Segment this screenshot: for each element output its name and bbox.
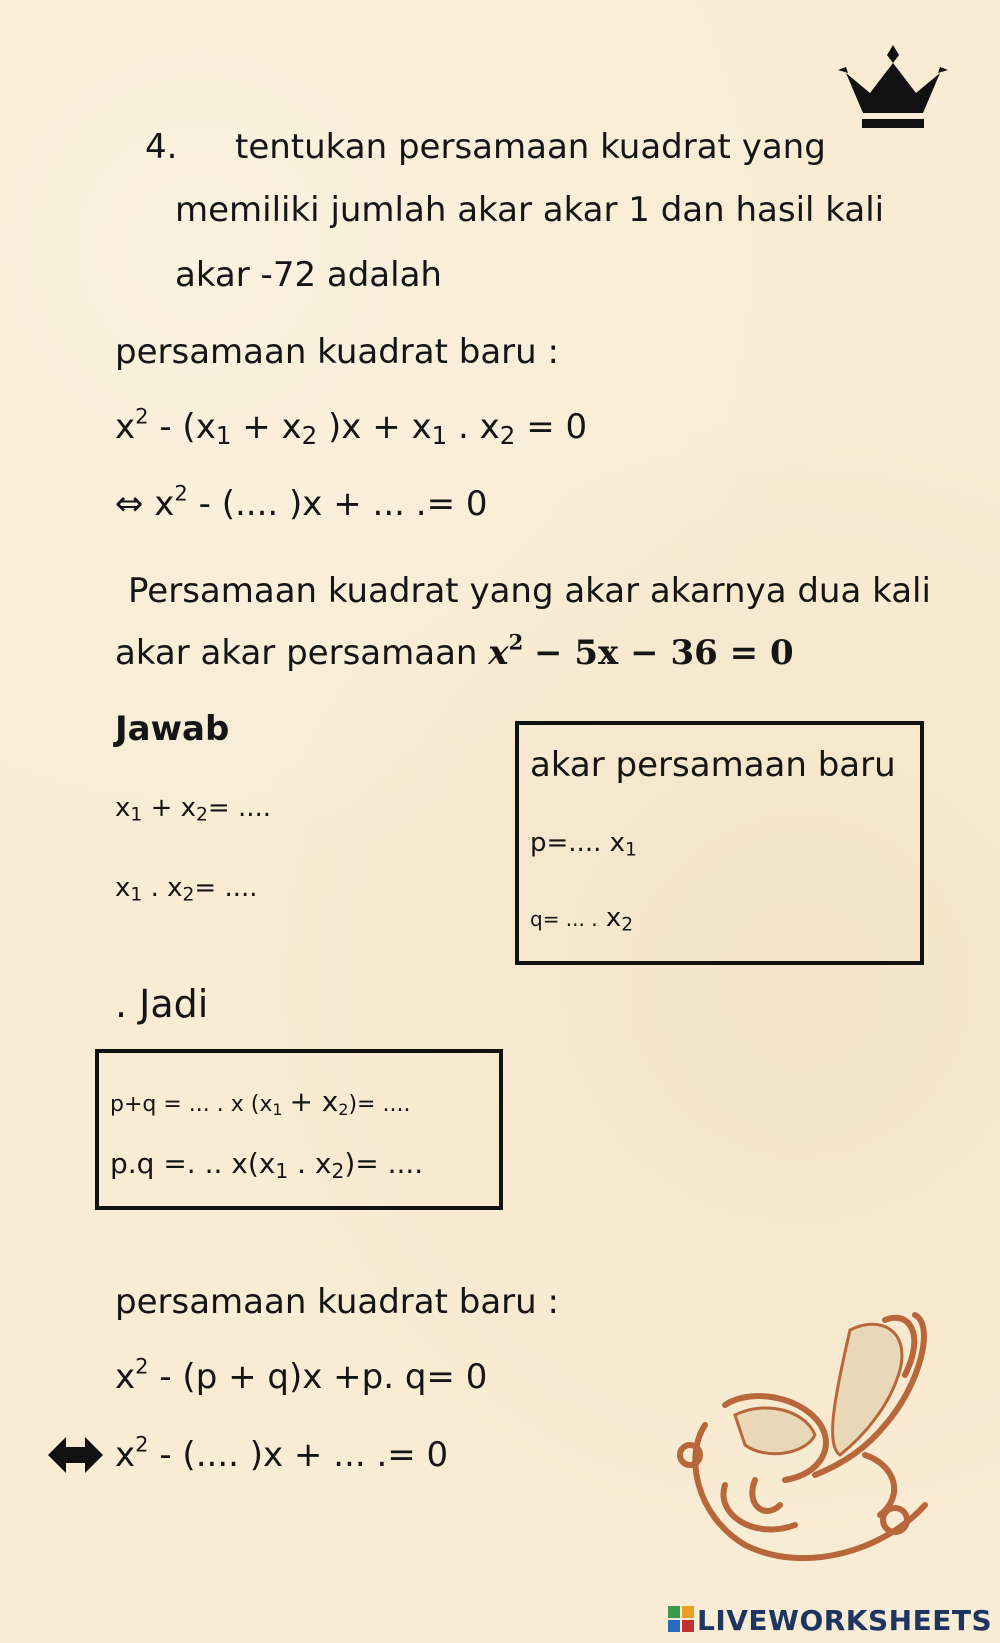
problem2-line-1: Persamaan kuadrat yang akar akarnya dua kali [128, 571, 931, 611]
question-line-1: tentukan persamaan kuadrat yang [235, 127, 826, 167]
section2-heading: persamaan kuadrat baru : [115, 1282, 559, 1322]
jadi-sum-line[interactable]: p+q = ... . x $(x_1 + x_2)=$ .... [110, 1085, 411, 1119]
watermark: LIVEWORKSHEETS [697, 1604, 993, 1637]
rocking-chair-icon [665, 1305, 940, 1570]
p-input-line[interactable]: p=.... $x_1$ [530, 828, 637, 861]
jadi-product-line[interactable]: p.q =. .. $x(x_1$ . $x_2)=$ .... [110, 1147, 424, 1184]
jadi-box [95, 1049, 503, 1210]
new-roots-title: akar persamaan baru [530, 745, 896, 785]
jawab-sum: $x_1 + x_2=$ .... [115, 793, 272, 826]
question-number: 4. [145, 127, 178, 167]
section1-equivalence: ⇔ $x^2$ - (.... )x + ... .= 0 [115, 480, 488, 524]
question-line-2: memiliki jumlah akar akar 1 dan hasil kali [175, 190, 885, 230]
jawab-label: Jawab [115, 709, 230, 749]
jadi-label: . Jadi [115, 982, 209, 1026]
problem2-line-2: akar akar persamaan $x^2 - 5x - 36 = 0$ [115, 629, 794, 673]
crown-icon [838, 45, 948, 140]
question-line-3: akar -72 adalah [175, 255, 442, 295]
double-arrow-icon [48, 1433, 103, 1477]
section1-formula: $x^2 - (x_1 + x_2$ )$x + x_1$ . $x_2 = 0$ [115, 403, 588, 451]
jawab-product: $x_1$ . $x_2=$ .... [115, 873, 258, 906]
liveworksheets-logo-icon [668, 1606, 694, 1632]
section2-formula: $x^2 - (p + q)x +p$. q= 0 [115, 1353, 488, 1397]
section1-heading: persamaan kuadrat baru : [115, 332, 559, 372]
section2-equivalence: $x^2$ - (.... )x + ... .= 0 [115, 1431, 449, 1475]
q-input-line[interactable]: q= ... . $x_2$ [530, 903, 634, 936]
